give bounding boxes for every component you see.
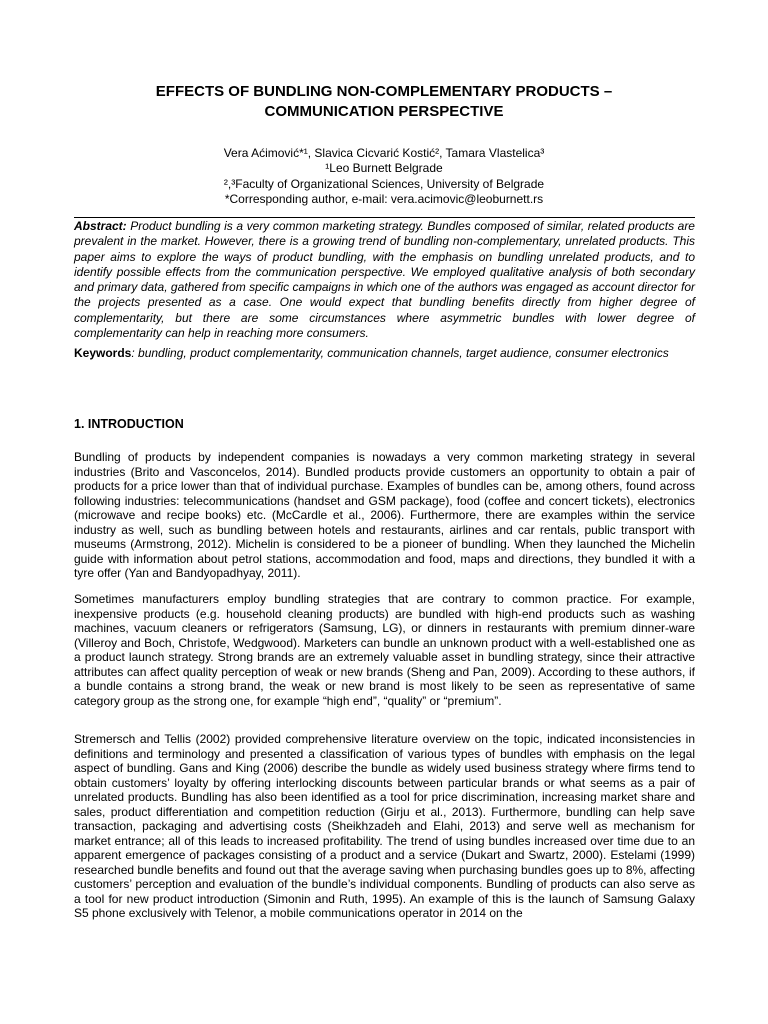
abstract-label: Abstract: bbox=[74, 219, 127, 233]
affiliation-2: ²,³Faculty of Organizational Sciences, University of Belgrade bbox=[223, 176, 545, 191]
affiliation-1: ¹Leo Burnett Belgrade bbox=[325, 161, 443, 176]
abstract bbox=[74, 219, 695, 341]
paragraph-2: Sometimes manufacturers employ bundling strategies that are contrary to common practice. For example, inexpensive products (e.g. household cleaning products) are bundled with high-end products such as washing machines, vacuum cleaners or refrigerators (Samsung, LG), or dinners in restaurants with premium dinner-ware (Villeroy and Boch, Christofe, Wedgwood). Marketers can bundle an unknown product with a well-established one as a product launch strategy. Strong brands are an extremely valuable asset in bundling strategy, since their attractive attributes can affect quality perception of weak or new brands (Sheng and Pan, 2009). According to these authors, if a bundle contains a strong brand, the weak or new brand is most likely to be seen as representative of same category group as the strong one, for example “high end”, “quality” or “premium”. bbox=[74, 592, 695, 708]
title-line-1: EFFECTS OF BUNDLING NON-COMPLEMENTARY PRODUCTS – bbox=[155, 83, 613, 100]
paragraph-3: Stremersch and Tellis (2002) provided comprehensive literature overview on the topic, indicated inconsistencies in definitions and terminology and presented a classification of various types of bundles with emphasis on the legal aspect of bundling. Gans and King (2006) describe the bundle as widely used business strategy where firms tend to obtain customers’ loyalty by offering interlocking discounts between particular brands or what seems as a pair of unrelated products. Bundling has also been identified as a tool for price discrimination, increasing market share and sales, product differentiation and competition reduction (Girju et al., 2013). Furthermore, bundling can help save transaction, packaging and advertising costs (Sheikhzadeh and Elahi, 2013) and serve well as mechanism for market entrance; all of this leads to increased profitability. The trend of using bundles increased over time due to an apparent emergence of packages consisting of a product and a service (Dukart and Swartz, 2000). Estelami (1999) researched bundle benefits and found out that the average saving when purchasing bundles goes up to 8%, affecting customers’ perception and evaluation of the bundle’s individual components. Bundling of products can also serve as a tool for new product introduction (Simonin and Ruth, 1995). An example of this is the launch of Samsung Galaxy S5 phone exclusively with Telenor, a mobile communications operator in 2014 on the bbox=[74, 732, 695, 920]
section-heading: 1. INTRODUCTION bbox=[74, 417, 184, 431]
author-block bbox=[74, 146, 694, 207]
corresponding-author: *Corresponding author, e-mail: vera.acimovic@leoburnett.rs bbox=[224, 191, 544, 206]
keywords-label: Keywords bbox=[74, 346, 132, 360]
paper-title bbox=[74, 82, 694, 122]
keywords-text: : bundling, product complementarity, communication channels, target audience, consumer electronics bbox=[131, 346, 669, 360]
author-names: Vera Aćimović*¹, Slavica Cicvarić Kostić², Tamara Vlastelica³ bbox=[223, 146, 545, 160]
abstract-divider bbox=[74, 217, 695, 218]
paragraph-1: Bundling of products by independent companies is nowadays a very common marketing strategy in several industries (Brito and Vasconcelos, 2014). Bundled products provide customers an opportunity to obtain a pair of products for a price lower than that of individual purchase. Examples of bundles can be, among others, found across following industries: telecommunications (handset and GSM package), food (coffee and concert tickets), electronics (microwave and recipe books) etc. (McCardle et al., 2006). Furthermore, there are examples within the service industry as well, such as bundling between hotels and restaurants, airlines and car rentals, public transport with museums (Armstrong, 2012). Michelin is considered to be a pioneer of bundling. When they launched the Michelin guide with information about petrol stations, accommodation and food, maps and directions, they bundled it with a tyre offer (Yan and Bandyopadhyay, 2011). bbox=[74, 450, 695, 580]
keywords bbox=[74, 346, 695, 361]
title-line-2: COMMUNICATION PERSPECTIVE bbox=[264, 103, 504, 120]
abstract-text: Product bundling is a very common marketing strategy. Bundles composed of similar, related products are prevalent in the market. However, there is a growing trend of bundling non-complementary, unrelated products. This paper aims to explore the ways of product bundling, with the emphasis on bundling unrelated products, and to identify possible effects from the communication perspective. We employed qualitative analysis of both secondary and primary data, gathered from specific campaigns in which one of the authors was engaged as account director for the projects presented as a case. One would expect that bundling benefits directly from higher degree of complementarity, but there are some circumstances where asymmetric bundles with lower degree of complementarity can help in reaching more consumers. bbox=[74, 219, 695, 341]
